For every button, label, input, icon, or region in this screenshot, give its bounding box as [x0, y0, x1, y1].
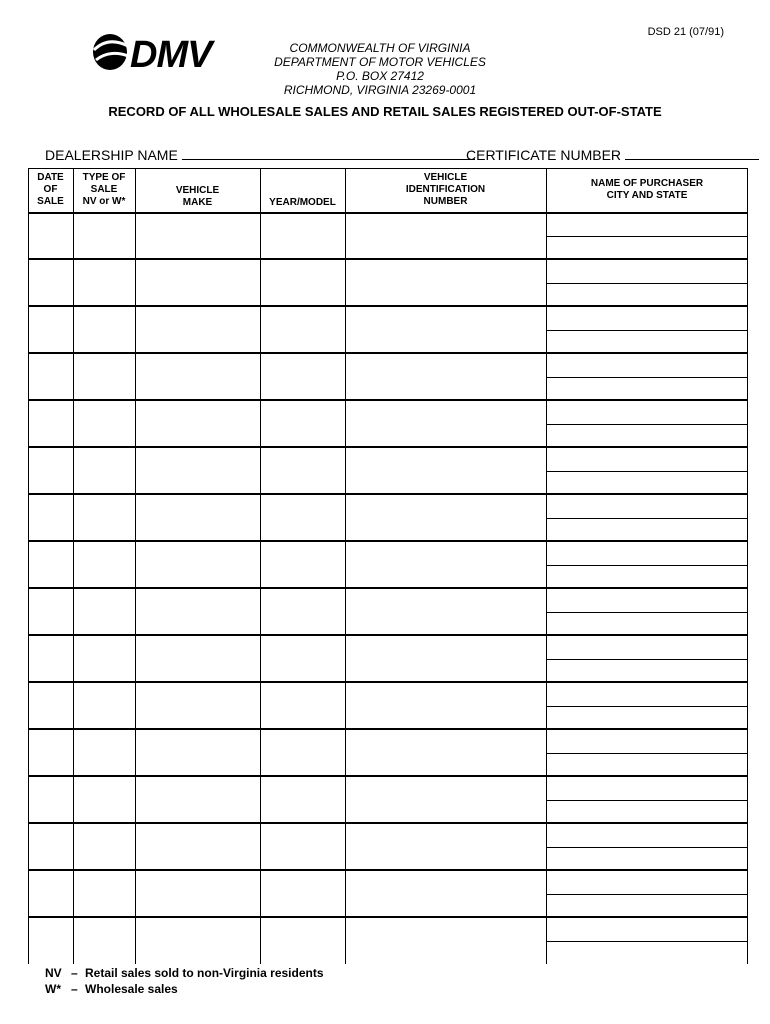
form-title: RECORD OF ALL WHOLESALE SALES AND RETAIL SALES REGISTERED OUT-OF-STATE [108, 104, 662, 119]
entry-cell-make[interactable] [137, 590, 258, 633]
agency-line-2: DEPARTMENT OF MOTOR VEHICLES [274, 55, 486, 69]
column-header-type [73, 168, 135, 212]
column-header-line: NUMBER [423, 196, 468, 207]
entry-cell-date[interactable] [30, 308, 71, 351]
certificate-number-input[interactable] [625, 145, 759, 160]
entry-cell-year_model[interactable] [262, 355, 343, 398]
column-header-line: OF [43, 184, 58, 195]
entry-cell-purchaser-city_state[interactable] [548, 708, 746, 728]
entry-cell-make[interactable] [137, 825, 258, 868]
entry-cell-purchaser-name[interactable] [548, 872, 746, 892]
entry-cell-date[interactable] [30, 684, 71, 727]
column-header-line: CITY AND STATE [606, 190, 688, 201]
entry-cell-year_model[interactable] [262, 543, 343, 586]
entry-cell-vin[interactable] [347, 590, 544, 633]
column-header-line: YEAR/MODEL [269, 197, 336, 208]
entry-cell-purchaser-city_state[interactable] [548, 755, 746, 775]
entry-cell-date[interactable] [30, 778, 71, 821]
entry-cell-vin[interactable] [347, 872, 544, 915]
column-header-line: IDENTIFICATION [405, 184, 486, 195]
entry-cell-type[interactable] [75, 261, 133, 304]
entry-cell-type[interactable] [75, 825, 133, 868]
entry-cell-date[interactable] [30, 919, 71, 962]
table-top-border [28, 168, 748, 169]
legend-text: Retail sales sold to non-Virginia residents [85, 966, 324, 980]
entry-cell-vin[interactable] [347, 496, 544, 539]
entry-cell-year_model[interactable] [262, 684, 343, 727]
entry-cell-date[interactable] [30, 449, 71, 492]
entry-cell-purchaser-city_state[interactable] [548, 520, 746, 540]
entry-cell-purchaser-name[interactable] [548, 919, 746, 939]
entry-cell-vin[interactable] [347, 637, 544, 680]
entry-cell-purchaser-city_state[interactable] [548, 426, 746, 446]
entry-cell-purchaser-city_state[interactable] [548, 238, 746, 258]
entry-cell-type[interactable] [75, 778, 133, 821]
legend [45, 965, 324, 997]
entry-cell-date[interactable] [30, 355, 71, 398]
column-header-make [135, 168, 260, 212]
entry-cell-make[interactable] [137, 308, 258, 351]
entry-cell-vin[interactable] [347, 731, 544, 774]
purchaser-subline [546, 471, 748, 472]
entry-cell-make[interactable] [137, 449, 258, 492]
entry-cell-make[interactable] [137, 872, 258, 915]
legend-item-w [45, 981, 324, 997]
entry-cell-purchaser-city_state[interactable] [548, 661, 746, 681]
entry-cell-make[interactable] [137, 684, 258, 727]
entry-cell-type[interactable] [75, 496, 133, 539]
column-header-line: TYPE OF [82, 172, 126, 183]
entry-cell-purchaser-city_state[interactable] [548, 332, 746, 352]
entry-cell-type[interactable] [75, 872, 133, 915]
purchaser-subline [546, 706, 748, 707]
entry-cell-make[interactable] [137, 637, 258, 680]
entry-cell-type[interactable] [75, 637, 133, 680]
entry-cell-year_model[interactable] [262, 919, 343, 962]
dmv-logo [90, 30, 232, 74]
entry-cell-date[interactable] [30, 825, 71, 868]
entry-cell-make[interactable] [137, 919, 258, 962]
entry-cell-purchaser-name[interactable] [548, 637, 746, 657]
entry-cell-purchaser-name[interactable] [548, 543, 746, 563]
entry-cell-date[interactable] [30, 543, 71, 586]
entry-cell-date[interactable] [30, 402, 71, 445]
column-header-line: SALE [37, 196, 64, 207]
entry-cell-purchaser-city_state[interactable] [548, 849, 746, 869]
entry-cell-purchaser-name[interactable] [548, 825, 746, 845]
agency-line-3: P.O. BOX 27412 [336, 69, 424, 83]
entry-cell-type[interactable] [75, 684, 133, 727]
entry-cell-year_model[interactable] [262, 825, 343, 868]
entry-cell-type[interactable] [75, 402, 133, 445]
purchaser-subline [546, 424, 748, 425]
entry-cell-make[interactable] [137, 778, 258, 821]
legend-dash: – [71, 982, 78, 996]
purchaser-subline [546, 659, 748, 660]
purchaser-subline [546, 236, 748, 237]
purchaser-subline [546, 800, 748, 801]
certificate-number-field [466, 145, 759, 163]
entry-cell-purchaser-city_state[interactable] [548, 896, 746, 916]
entry-cell-make[interactable] [137, 731, 258, 774]
purchaser-subline [546, 753, 748, 754]
entry-cell-purchaser-city_state[interactable] [548, 614, 746, 634]
legend-dash: – [71, 966, 78, 980]
entry-cell-year_model[interactable] [262, 402, 343, 445]
column-header-year_model [260, 168, 345, 212]
entry-cell-type[interactable] [75, 449, 133, 492]
entry-cell-type[interactable] [75, 543, 133, 586]
purchaser-subline [546, 565, 748, 566]
entry-cell-vin[interactable] [347, 402, 544, 445]
column-header-line: NAME OF PURCHASER [590, 178, 704, 189]
column-header-line: MAKE [182, 197, 213, 208]
column-header-vin [345, 168, 546, 212]
entry-cell-year_model[interactable] [262, 496, 343, 539]
entry-cell-purchaser-city_state[interactable] [548, 379, 746, 399]
entry-cell-purchaser-name[interactable] [548, 731, 746, 751]
entry-cell-purchaser-name[interactable] [548, 778, 746, 798]
purchaser-subline [546, 377, 748, 378]
agency-address [230, 41, 530, 97]
entry-cell-type[interactable] [75, 214, 133, 257]
entry-cell-date[interactable] [30, 496, 71, 539]
entry-cell-year_model[interactable] [262, 731, 343, 774]
entry-cell-make[interactable] [137, 261, 258, 304]
column-header-line: NV or W* [82, 196, 126, 207]
legend-item-nv [45, 965, 324, 981]
entry-cell-purchaser-name[interactable] [548, 355, 746, 375]
dealership-name-label: DEALERSHIP NAME [45, 147, 178, 163]
entry-cell-date[interactable] [30, 261, 71, 304]
entry-cell-year_model[interactable] [262, 778, 343, 821]
entry-cell-purchaser-name[interactable] [548, 308, 746, 328]
entry-cell-vin[interactable] [347, 449, 544, 492]
entry-cell-year_model[interactable] [262, 261, 343, 304]
column-header-line: VEHICLE [175, 185, 220, 196]
legend-text: Wholesale sales [85, 982, 178, 996]
entry-cell-year_model[interactable] [262, 590, 343, 633]
agency-line-4: RICHMOND, VIRGINIA 23269-0001 [283, 83, 477, 97]
entry-cell-vin[interactable] [347, 308, 544, 351]
entry-cell-purchaser-name[interactable] [548, 590, 746, 610]
entry-cell-year_model[interactable] [262, 308, 343, 351]
column-header-line: SALE [90, 184, 118, 195]
entry-cell-type[interactable] [75, 308, 133, 351]
purchaser-subline [546, 894, 748, 895]
legend-code: W* [45, 982, 61, 996]
entry-cell-vin[interactable] [347, 355, 544, 398]
entry-cell-purchaser-city_state[interactable] [548, 285, 746, 305]
legend-code: NV [45, 966, 62, 980]
entry-cell-year_model[interactable] [262, 214, 343, 257]
entry-cell-date[interactable] [30, 214, 71, 257]
column-header-date [28, 168, 73, 212]
purchaser-subline [546, 847, 748, 848]
entry-cell-date[interactable] [30, 731, 71, 774]
entry-cell-purchaser-city_state[interactable] [548, 943, 746, 963]
entry-cell-purchaser-city_state[interactable] [548, 473, 746, 493]
dealership-name-field [45, 145, 475, 163]
entry-cell-vin[interactable] [347, 543, 544, 586]
entry-cell-vin[interactable] [347, 214, 544, 257]
entry-cell-year_model[interactable] [262, 637, 343, 680]
entry-cell-make[interactable] [137, 355, 258, 398]
entry-cell-type[interactable] [75, 355, 133, 398]
entry-cell-vin[interactable] [347, 684, 544, 727]
entry-cell-make[interactable] [137, 496, 258, 539]
agency-line-1: COMMONWEALTH OF VIRGINIA [289, 41, 471, 55]
entry-cell-purchaser-city_state[interactable] [548, 567, 746, 587]
purchaser-subline [546, 941, 748, 942]
entry-cell-date[interactable] [30, 590, 71, 633]
column-header-purchaser [546, 168, 748, 212]
entry-cell-purchaser-name[interactable] [548, 214, 746, 234]
entry-cell-purchaser-name[interactable] [548, 402, 746, 422]
column-header-line: VEHICLE [423, 172, 468, 183]
entry-cell-type[interactable] [75, 590, 133, 633]
entry-cell-purchaser-name[interactable] [548, 261, 746, 281]
entry-cell-type[interactable] [75, 731, 133, 774]
entry-cell-date[interactable] [30, 872, 71, 915]
entry-cell-vin[interactable] [347, 261, 544, 304]
certificate-number-label: CERTIFICATE NUMBER [466, 147, 622, 163]
row-divider [28, 963, 748, 964]
column-header-line: DATE [37, 172, 64, 183]
entry-cell-purchaser-name[interactable] [548, 449, 746, 469]
purchaser-subline [546, 283, 748, 284]
entry-cell-purchaser-name[interactable] [548, 684, 746, 704]
entry-cell-vin[interactable] [347, 825, 544, 868]
purchaser-subline [546, 612, 748, 613]
entry-cell-vin[interactable] [347, 919, 544, 962]
sales-record-table [28, 168, 748, 964]
entry-cell-year_model[interactable] [262, 872, 343, 915]
entry-cell-year_model[interactable] [262, 449, 343, 492]
entry-cell-make[interactable] [137, 543, 258, 586]
purchaser-subline [546, 330, 748, 331]
dealership-name-input[interactable] [182, 145, 475, 160]
entry-cell-make[interactable] [137, 214, 258, 257]
entry-cell-make[interactable] [137, 402, 258, 445]
entry-cell-date[interactable] [30, 637, 71, 680]
form-code: DSD 21 (07/91) [647, 26, 724, 38]
entry-cell-type[interactable] [75, 919, 133, 962]
dmv-logo-text: DMV [130, 34, 212, 74]
entry-cell-vin[interactable] [347, 778, 544, 821]
entry-cell-purchaser-name[interactable] [548, 496, 746, 516]
purchaser-subline [546, 518, 748, 519]
entry-cell-purchaser-city_state[interactable] [548, 802, 746, 822]
